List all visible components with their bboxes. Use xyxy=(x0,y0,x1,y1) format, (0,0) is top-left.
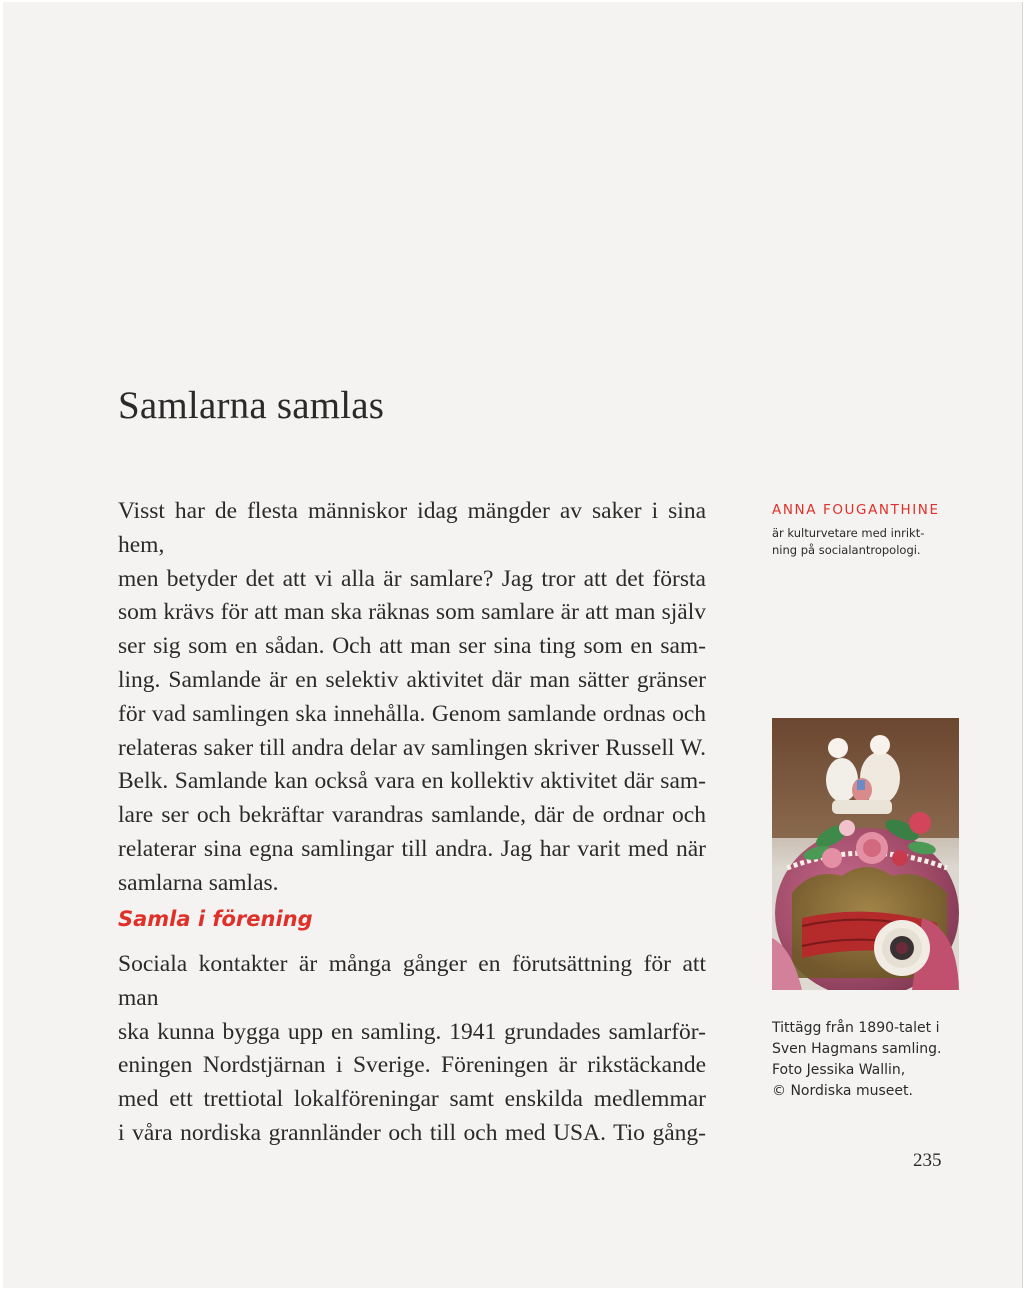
author-bio-line: ning på socialantropologi. xyxy=(772,543,921,557)
intro-line: relateras saker till andra delar av samlingen skriver Russell W. xyxy=(118,734,706,761)
intro-paragraph xyxy=(118,495,706,901)
author-bio xyxy=(772,525,962,559)
figure-caption xyxy=(772,1018,962,1102)
section-line: med ett trettiotal lokalföreningar samt enskilda medlemmar xyxy=(118,1086,706,1113)
egg-photo xyxy=(772,718,959,990)
caption-line: Foto Jessika Wallin, xyxy=(772,1062,906,1078)
intro-line: relaterar sina egna samlingar till andra. Jag har varit med när xyxy=(118,835,706,862)
intro-line: samlarna samlas. xyxy=(118,869,279,896)
page-number: 235 xyxy=(913,1150,942,1171)
intro-line: Belk. Samlande kan också vara en kollektiv aktivitet där sam- xyxy=(118,768,706,795)
article-title: Samlarna samlas xyxy=(118,384,385,427)
section-subheading: Samla i förening xyxy=(118,907,313,931)
intro-line: som krävs för att man ska räknas som samlare är att man själv xyxy=(118,599,706,626)
intro-line: för vad samlingen ska innehålla. Genom samlande ordnas och xyxy=(118,700,706,727)
section-line: i våra nordiska grannländer och till och med USA. Tio gång- xyxy=(118,1119,706,1146)
section-line: Sociala kontakter är många gånger en förutsättning för att man xyxy=(118,951,706,1011)
intro-line: ling. Samlande är en selektiv aktivitet där man sätter gränser xyxy=(118,666,706,693)
intro-line: men betyder det att vi alla är samlare? Jag tror att det första xyxy=(118,565,706,592)
author-name: ANNA FOUGANTHINE xyxy=(772,502,940,518)
caption-line: Sven Hagmans samling. xyxy=(772,1041,942,1057)
caption-line: Tittägg från 1890-talet i xyxy=(772,1020,940,1036)
intro-line: Visst har de flesta människor idag mängder av saker i sina hem, xyxy=(118,498,706,558)
author-bio-line: är kulturvetare med inrikt- xyxy=(772,526,925,540)
caption-line: © Nordiska museet. xyxy=(772,1083,913,1099)
intro-line: ser sig som en sådan. Och att man ser sina ting som en sam- xyxy=(118,633,706,660)
book-page xyxy=(3,2,1023,1288)
section-line: ska kunna bygga upp en samling. 1941 grundades samlarför- xyxy=(118,1018,706,1045)
egg-photo-illustration xyxy=(772,718,959,990)
section-line: eningen Nordstjärnan i Sverige. Föreningen är rikstäckande xyxy=(118,1052,706,1079)
section-paragraph xyxy=(118,948,706,1151)
intro-line: lare ser och bekräftar varandras samlande, där de ordnar och xyxy=(118,802,706,829)
